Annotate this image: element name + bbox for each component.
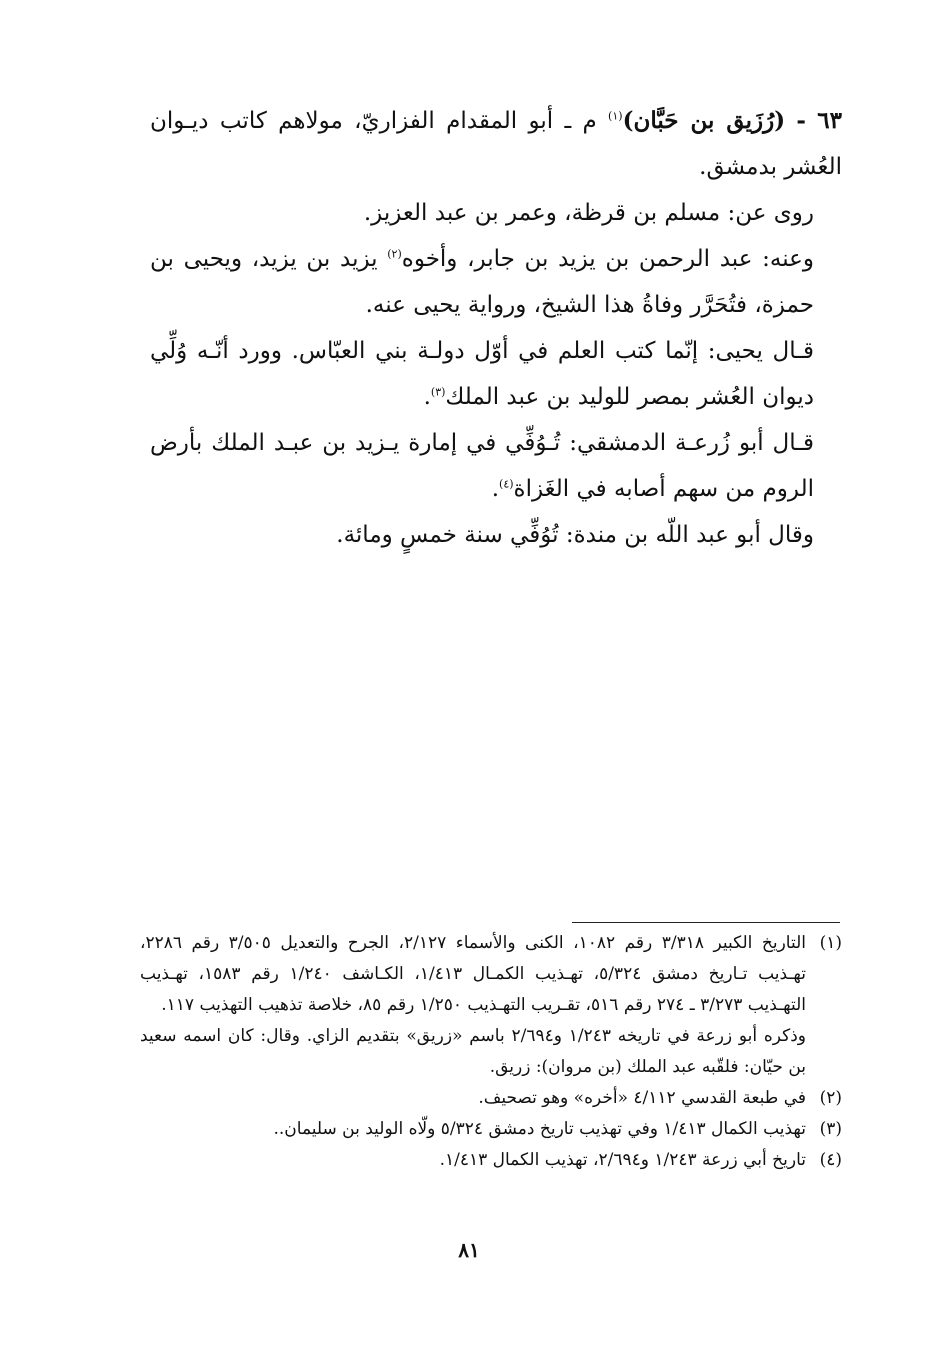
footnote-3-text: تهذيب الكمال ١/٤١٣ وفي تهذيب تاريخ دمشق ٥/٣٢٤ ولّاه الوليد بن سليمان.. <box>273 1119 806 1139</box>
entry-number: ٦٣ <box>817 107 842 134</box>
yahya-end: . <box>423 384 431 410</box>
footnote-4-text: تاريخ أبي زرعة ١/٢٤٣ و٢/٦٩٤، تهذيب الكمال ١/٤١٣. <box>439 1150 806 1170</box>
ibn-manda-quote: وقال أبو عبد اللّه بن مندة: تُوُفِّي سنة خمسٍ ومائة. <box>336 522 814 548</box>
footnote-ref-4: (٤) <box>499 477 514 491</box>
narrated-from: روى عن: مسلم بن قرظة، وعمر بن عبد العزيز. <box>363 200 814 226</box>
footnote-1-number: (١) <box>819 933 842 953</box>
narrators-from-him <box>150 236 842 328</box>
footnote-4 <box>140 1145 842 1176</box>
footnote-2-text: في طبعة القدسي ٤/١١٢ «أخره» وهو تصحيف. <box>478 1088 806 1108</box>
entry-name: (رُزَيق بن حَبَّان) <box>622 107 786 134</box>
footnote-4-number: (٤) <box>819 1150 842 1170</box>
yahya-quote <box>150 328 842 420</box>
entry-header <box>150 98 842 190</box>
yahya-text: قـال يحيى: إنّما كتب العلم في أوّل دولـة بني العبّاس. وورد أنّـه وُلِّي ديوان العُشر بمصر للوليد بن عبد الملك <box>150 338 814 410</box>
narrators-text-b: يزيد بن يزيد، ويحيى بن حمزة، فتُحَرَّر وفاةُ هذا الشيخ، ورواية يحيى عنه. <box>150 246 814 318</box>
footnote-1-text: التاريخ الكبير ٣/٣١٨ رقم ١٠٨٢، الكنى والأسماء ٢/١٢٧، الجرح والتعديل ٣/٥٠٥ رقم ٢٢٨٦، تهـذيب تـاريخ دمشق ٥/٣٢٤، تهـذيب الكمـال ١/٤١٣، الكـاشف ١/٢٤٠ رقم ١٥٨٣، تهـذيب التهـذيب ٣/٢٧٣ ـ ٢٧٤ رقم ٥١٦، تقـريب التهـذيب ١/٢٥٠ رقم ٨٥، خلاصة تذهيب التهذيب ١١٧. <box>140 933 806 1015</box>
abu-zura-end: . <box>491 476 500 502</box>
footnote-ref-3: (٣) <box>430 385 446 399</box>
footnote-3-number: (٣) <box>819 1119 842 1139</box>
narrators-text-a: وعنه: عبد الرحمن بن يزيد بن جابر، وأخوه <box>401 246 814 272</box>
biography-entry <box>150 98 842 558</box>
entry-dash: - <box>796 107 806 134</box>
footnote-2-number: (٢) <box>819 1088 842 1108</box>
footnote-ref-2: (٢) <box>387 247 402 261</box>
footnote-1-extra: وذكره أبو زرعة في تاريخه ١/٢٤٣ و٢/٦٩٤ باسم «زريق» بتقديم الزاي. وقال: كان اسمه سعيد بن حيّان: فلقّبه عبد الملك (بن مروان): زريق. <box>140 1026 806 1077</box>
footnote-3 <box>140 1114 842 1145</box>
footnote-ref-1: (١) <box>608 109 623 123</box>
entry-header-rest: م ـ أبو المقدام الفزاريّ، مولاهم كاتب ديـوان العُشر بدمشق. <box>150 108 842 180</box>
abu-zura-quote <box>150 420 842 512</box>
abu-zura-text: قـال أبو زُرعـة الدمشقي: تُـوُفِّي في إمارة يـزيد بن عبـد الملك بأرض الروم من سهم أصابه في الغَزاة <box>150 430 814 502</box>
page-number: ٨١ <box>458 1238 480 1262</box>
footnote-2 <box>140 1083 842 1114</box>
footnote-divider <box>572 922 840 923</box>
footnotes-section <box>140 928 842 1176</box>
footnote-1 <box>140 928 842 1021</box>
